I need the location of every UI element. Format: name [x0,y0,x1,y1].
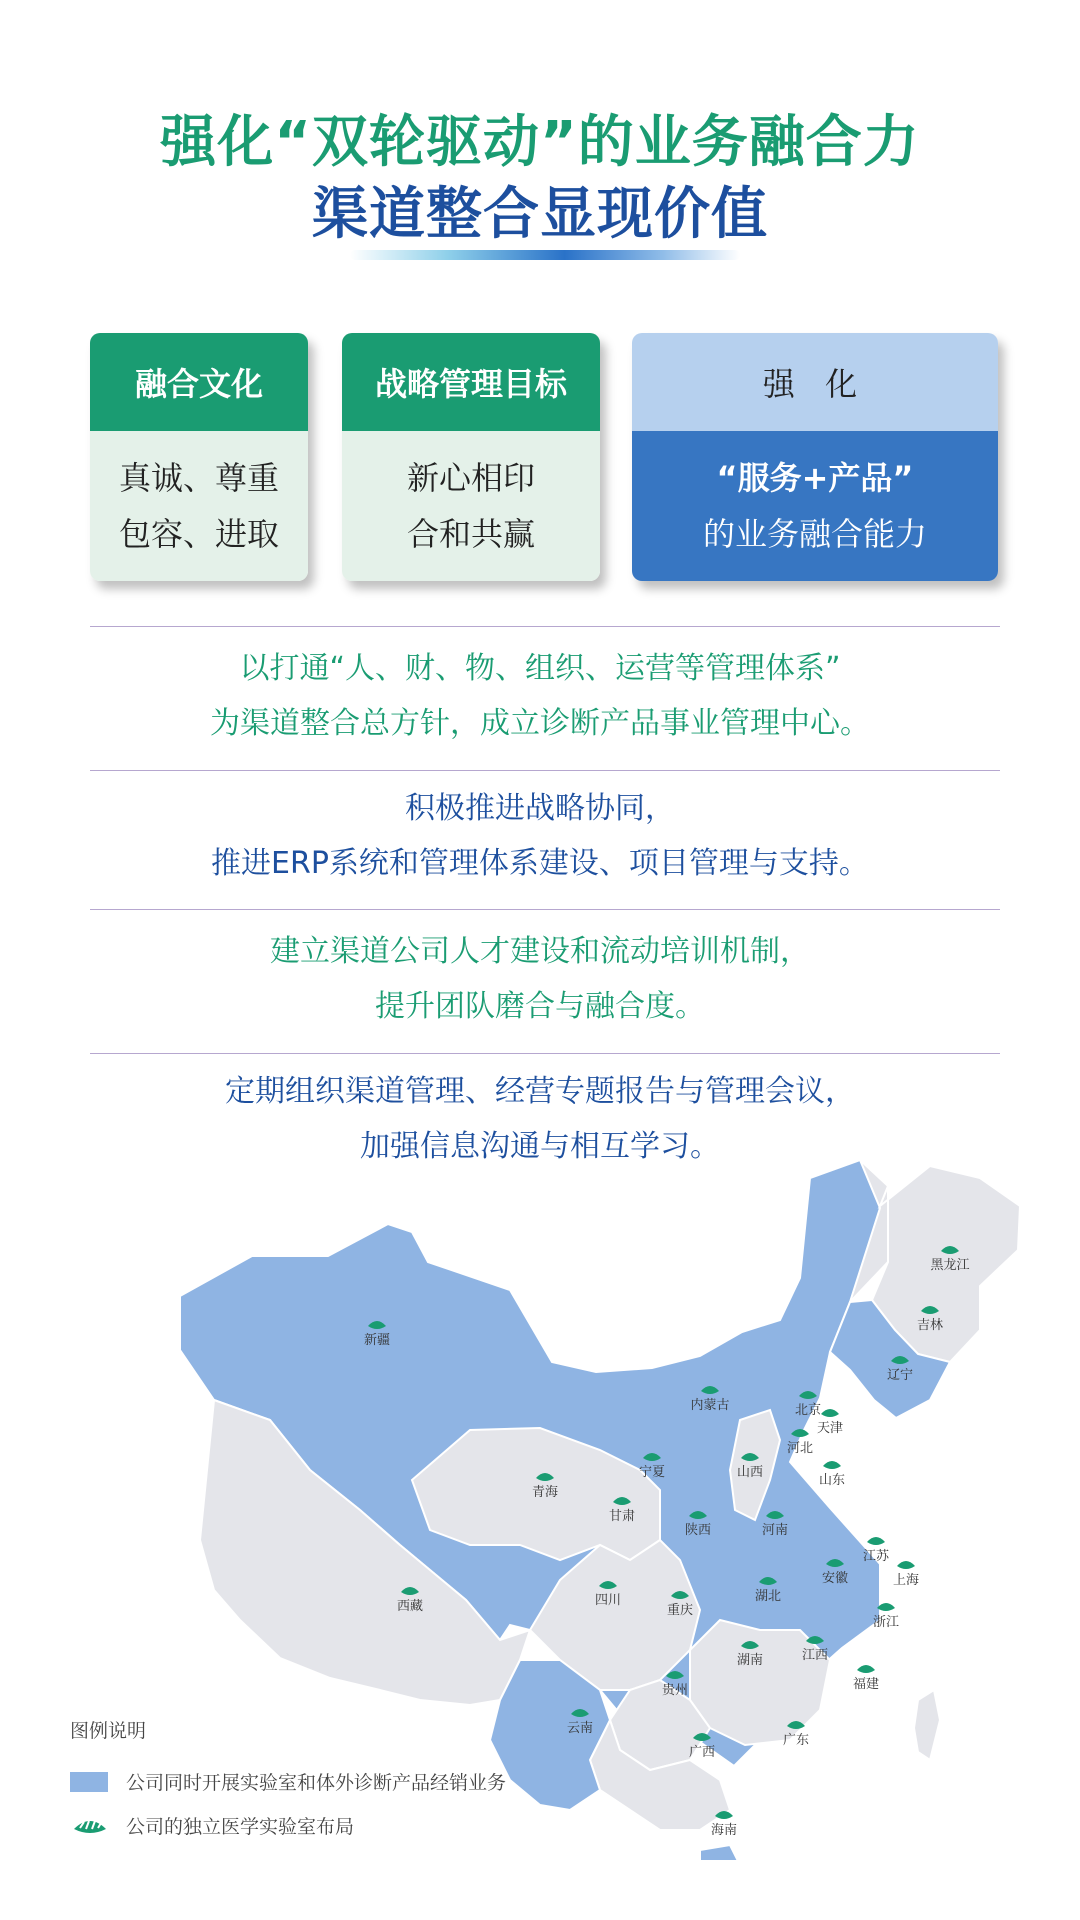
map-region-hainan [700,1845,740,1860]
map-label-20: 重庆 [666,1603,694,1618]
map-label-23: 湖南 [736,1653,764,1668]
card-culture-line2: 包容、进取 [118,515,279,553]
map-label-26: 福建 [852,1677,880,1692]
title-line-2: 渠道整合显现价值 [312,182,768,247]
card-strategy-line2: 合和共赢 [406,515,535,553]
map-label-4: 内蒙古 [690,1398,730,1413]
card-strategy-line1: 新心相印 [406,459,535,497]
map-label-7: 河北 [786,1441,814,1456]
legend-business-swatch [70,1772,108,1792]
lab-icon [857,1665,875,1673]
map-label-6: 天津 [816,1421,844,1436]
map-label-18: 西藏 [396,1599,424,1614]
divider-1 [90,626,1000,627]
statement-1 [0,641,1080,751]
divider-2 [90,770,1000,771]
legend-business-label: 公司同时开展实验室和体外诊断产品经销业务 [126,1772,507,1794]
map-label-19: 四川 [594,1593,622,1608]
lab-icon [897,1561,915,1569]
card-strengthen [632,333,998,581]
map-label-15: 江苏 [862,1549,890,1564]
legend-lab-label: 公司的独立医学实验室布局 [126,1816,355,1838]
map-label-12: 山东 [818,1473,846,1488]
map-label-28: 广西 [688,1745,716,1760]
map-label-3: 新疆 [363,1333,391,1348]
lab-icon [867,1537,885,1545]
map-label-2: 辽宁 [886,1368,914,1383]
card-culture-line1: 真诚、尊重 [118,459,279,497]
statement-2-line1: 积极推进战略协同， [405,791,675,826]
map-label-16: 安徽 [821,1571,849,1586]
lab-icon [821,1409,839,1417]
map-label-10: 青海 [531,1485,559,1500]
map-label-8: 宁夏 [638,1465,666,1480]
statement-4-line1: 定期组织渠道管理、经营专题报告与管理会议， [225,1074,855,1109]
map-label-25: 贵州 [661,1683,689,1698]
map-label-22: 浙江 [872,1615,900,1630]
map-label-29: 广东 [782,1733,810,1748]
map-region-tw [914,1690,940,1760]
card-strengthen-line2: 的业务融合能力 [702,515,927,553]
divider-4 [90,1053,1000,1054]
map-label-13: 陕西 [684,1523,712,1538]
statement-1-line1: 以打通“人、财、物、组织、运营等管理体系” [239,651,841,686]
card-strategy-head: 战略管理目标 [342,333,600,431]
china-map [0,1140,1080,1860]
map-label-27: 云南 [566,1721,594,1736]
map-label-1: 吉林 [916,1318,944,1333]
card-culture [90,333,308,581]
title-line-1: 强化“双轮驱动”的业务融合力 [160,110,920,175]
statement-2 [0,781,1080,891]
card-strategy [342,333,600,581]
divider-3 [90,909,1000,910]
statement-3 [0,924,1080,1034]
title-underline [350,250,740,260]
lab-icon [823,1461,841,1469]
statement-2-line2: 推进ERP系统和管理体系建设、项目管理与支持。 [211,846,869,881]
map-label-30: 海南 [710,1823,738,1838]
map-label-11: 甘肃 [608,1509,636,1524]
statement-4-line2: 加强信息沟通与相互学习。 [360,1129,720,1164]
statement-1-line2: 为渠道整合总方针，成立诊断产品事业管理中心。 [210,706,870,741]
legend-business [70,1768,506,1795]
map-label-0: 黑龙江 [930,1258,970,1273]
map-label-14: 河南 [761,1523,789,1538]
card-strengthen-head: 强 化 [632,333,998,431]
map-label-5: 北京 [794,1403,822,1418]
legend-title: 图例说明 [70,1720,147,1742]
map-label-24: 江西 [801,1648,829,1663]
lab-icon [70,1815,110,1837]
map-label-21: 湖北 [754,1589,782,1604]
map-label-17: 上海 [892,1573,920,1588]
card-culture-head: 融合文化 [90,333,308,431]
statement-3-line1: 建立渠道公司人才建设和流动培训机制， [270,934,810,969]
legend-lab [70,1812,354,1839]
map-label-9: 山西 [736,1465,764,1480]
statement-3-line2: 提升团队磨合与融合度。 [375,989,705,1024]
card-strengthen-line1: “服务+产品” [716,459,914,497]
